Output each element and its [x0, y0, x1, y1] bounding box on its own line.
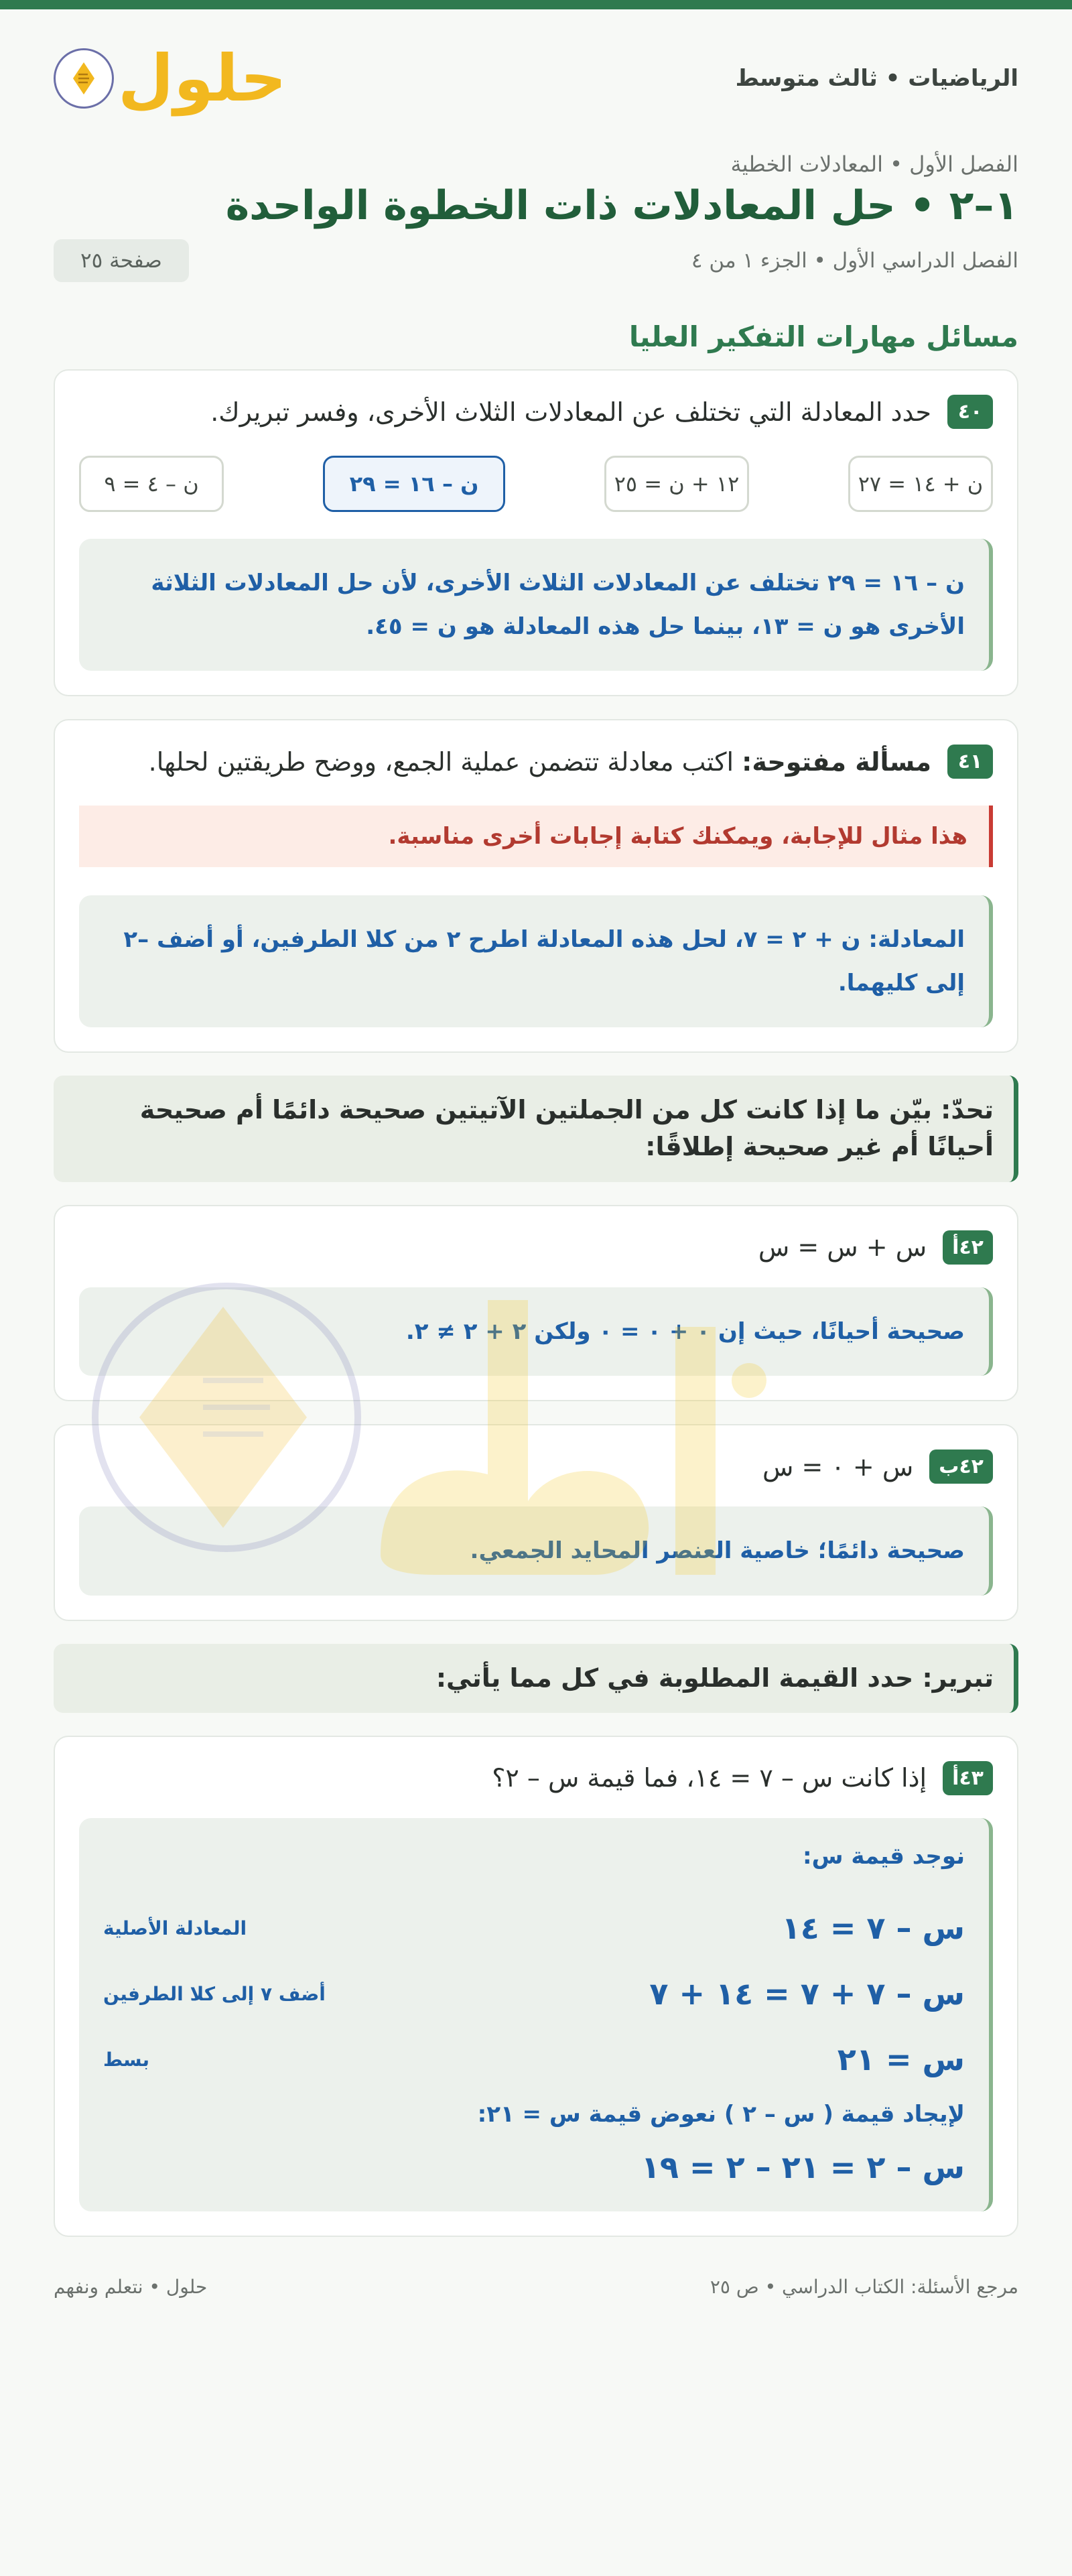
- answer-box: المعادلة: ن + ٢ = ٧، لحل هذه المعادلة اطرح ٢ من كلا الطرفين، أو أضف –٢ إلى كليهما.: [79, 895, 993, 1027]
- logo-wordmark: حلول: [118, 41, 287, 116]
- question-number: ٤٣أ: [943, 1761, 993, 1795]
- chapter-label: الفصل الأول • المعادلات الخطية: [730, 151, 1018, 177]
- question-text: حدد المعادلة التي تختلف عن المعادلات الثلاث الأخرى، وفسر تبريرك.: [210, 397, 931, 427]
- question-card-43a: [54, 1736, 1018, 2238]
- solution-final: س – ٢ = ٢١ – ٢ = ١٩: [641, 2149, 965, 2186]
- equation-option-3-selected[interactable]: ن – ١٦ = ٢٩: [323, 456, 505, 512]
- footer-reference: مرجع الأسئلة: الكتاب الدراسي • ص ٢٥: [710, 2276, 1018, 2299]
- question-card-42b: [54, 1424, 1018, 1621]
- solution-equation: س = ٢١: [837, 2041, 965, 2078]
- justify-callout: تبرير: حدد القيمة المطلوبة في كل مما يأتي:: [54, 1644, 1018, 1713]
- question-text: إذا كانت س – ٧ = ١٤، فما قيمة س – ٢؟: [492, 1763, 927, 1793]
- question-card-42a: [54, 1205, 1018, 1402]
- equation-option-2[interactable]: ١٢ + ن = ٢٥: [604, 456, 749, 512]
- question-card-40: [54, 369, 1018, 696]
- solution-step-1: نوجد قيمة س:: [803, 1842, 965, 1870]
- question-number: ٤٢ب: [929, 1450, 993, 1484]
- page-header: [54, 9, 1018, 147]
- page-number-chip: صفحة ٢٥: [54, 239, 189, 282]
- answer-box: ن – ١٦ = ٢٩ تختلف عن المعادلات الثلاث الأخرى، لأن حل المعادلات الثلاثة الأخرى هو ن = ١٣، بينما حل هذه المعادلة هو ن = ٤٥.: [79, 539, 993, 671]
- question-text: اكتب معادلة تتضمن عملية الجمع، ووضح طريقتين لحلها.: [148, 747, 742, 777]
- solution-row: [103, 2026, 965, 2092]
- solution-equation: س – ٧ + ٧ = ١٤ + ٧: [649, 1976, 965, 2012]
- solution-row: [103, 1961, 965, 2026]
- top-accent-bar: [0, 0, 1072, 9]
- question-text: س + ٠ = س: [762, 1452, 914, 1482]
- equation-option-1[interactable]: ن + ١٤ = ٢٧: [848, 456, 993, 512]
- question-number: ٤٢أ: [943, 1230, 993, 1265]
- lesson-title: ١–٢ • حل المعادلات ذات الخطوة الواحدة: [225, 182, 1018, 229]
- logo-book-icon: [54, 48, 114, 109]
- page-footer: [54, 2276, 1018, 2298]
- subject-label: الرياضيات • ثالث متوسط: [735, 65, 1018, 92]
- solution-equation: س – ٧ = ١٤: [781, 1910, 965, 1947]
- solution-note: بسط: [103, 2048, 149, 2071]
- sample-answer-note: هذا مثال للإجابة، ويمكنك كتابة إجابات أخرى مناسبة.: [79, 806, 993, 867]
- answer-box: صحيحة أحيانًا، حيث إن ٠ + ٠ = ٠ ولكن ٢ + ٢ ≠ ٢.: [79, 1287, 993, 1376]
- solution-note: المعادلة الأصلية: [103, 1917, 247, 1939]
- footer-brand: حلول • نتعلم ونفهم: [54, 2276, 208, 2299]
- question-number: ٤٠: [947, 395, 993, 429]
- solution-note: أضف ٧ إلى كلا الطرفين: [103, 1982, 326, 2005]
- question-card-41: [54, 719, 1018, 1053]
- question-number: ٤١: [947, 745, 993, 779]
- question-text: س + س = س: [758, 1232, 927, 1263]
- solution-row: [103, 1895, 965, 1961]
- solution-box: [79, 1818, 993, 2212]
- challenge-callout: تحدّ: بيّن ما إذا كانت كل من الجملتين الآتيتين صحيحة دائمًا أم صحيحة أحيانًا أم غير صحيحة إطلاقًا:: [54, 1076, 1018, 1181]
- section-title: مسائل مهارات التفكير العليا: [628, 320, 1018, 353]
- site-logo[interactable]: [54, 41, 287, 116]
- equation-options: [79, 456, 993, 512]
- answer-box: صحيحة دائمًا؛ خاصية العنصر المحايد الجمعي.: [79, 1506, 993, 1596]
- question-label: مسألة مفتوحة:: [742, 747, 931, 777]
- semester-meta: الفصل الدراسي الأول • الجزء ١ من ٤: [691, 249, 1018, 273]
- solution-step-2: لإيجاد قيمة ( س – ٢ ) نعوض قيمة س = ٢١:: [477, 2101, 965, 2128]
- equation-option-4[interactable]: ن – ٤ = ٩: [79, 456, 224, 512]
